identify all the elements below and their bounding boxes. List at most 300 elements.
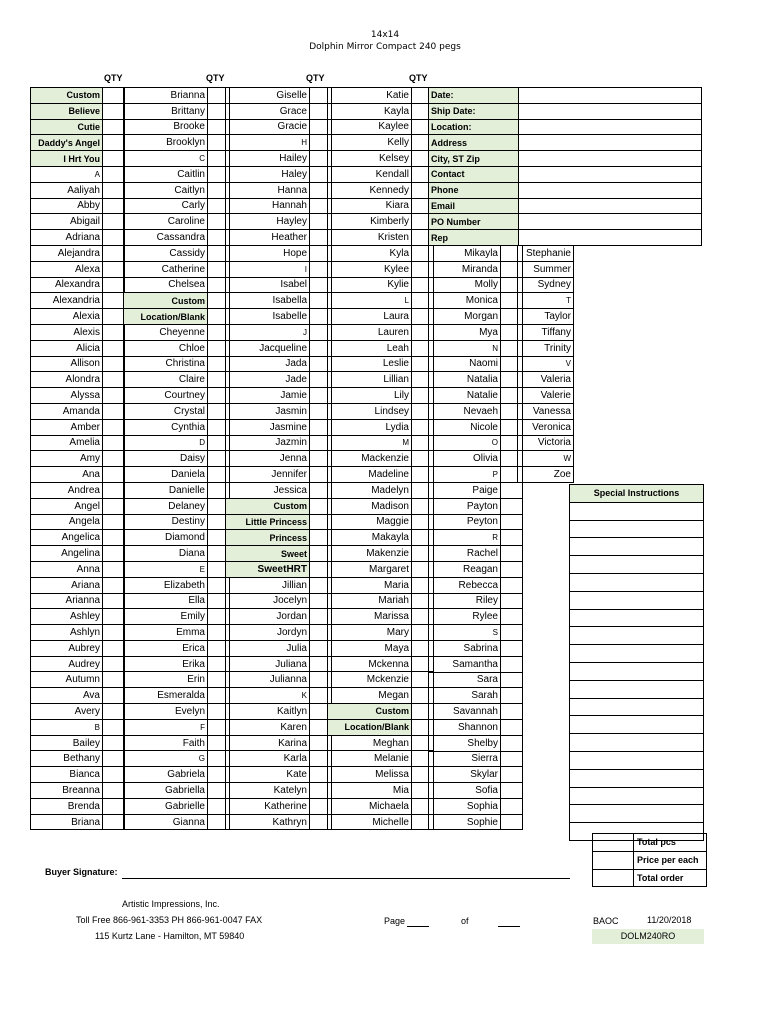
qty-cell[interactable] bbox=[103, 498, 125, 514]
name-cell: Gabriela bbox=[124, 767, 208, 783]
table-row bbox=[328, 688, 434, 704]
table-row bbox=[328, 340, 434, 356]
info-value-field[interactable] bbox=[519, 230, 702, 246]
table-row bbox=[429, 230, 702, 246]
table-row bbox=[429, 166, 702, 182]
name-cell: Sabrina bbox=[429, 640, 501, 656]
table-row bbox=[328, 88, 434, 104]
table-row bbox=[328, 214, 434, 230]
letter-divider: A bbox=[31, 166, 103, 182]
name-cell: Cheyenne bbox=[124, 324, 208, 340]
name-cell: Daniela bbox=[124, 467, 208, 483]
name-cell: Stephanie bbox=[518, 246, 574, 262]
table-row bbox=[31, 151, 125, 167]
qty-cell[interactable] bbox=[103, 151, 125, 167]
table-row bbox=[429, 119, 702, 135]
qty-cell[interactable] bbox=[501, 577, 523, 593]
info-value-field[interactable] bbox=[519, 103, 702, 119]
name-cell: Makenzie bbox=[328, 546, 412, 562]
table-row bbox=[570, 556, 704, 574]
name-cell: Michelle bbox=[328, 814, 412, 830]
name-cell: Rachel bbox=[429, 546, 501, 562]
table-row bbox=[31, 498, 125, 514]
qty-cell[interactable] bbox=[103, 356, 125, 372]
qty-cell[interactable] bbox=[103, 672, 125, 688]
name-cell: Jocelyn bbox=[226, 593, 310, 609]
name-cell: Mia bbox=[328, 783, 412, 799]
table-row bbox=[226, 719, 332, 735]
name-cell: Jasmin bbox=[226, 403, 310, 419]
name-cell: Melanie bbox=[328, 751, 412, 767]
info-value-field[interactable] bbox=[519, 135, 702, 151]
table-row bbox=[429, 767, 523, 783]
qty-cell[interactable] bbox=[103, 372, 125, 388]
qty-cell[interactable] bbox=[103, 103, 125, 119]
qty-cell[interactable] bbox=[501, 514, 523, 530]
qty-cell[interactable] bbox=[103, 798, 125, 814]
qty-cell[interactable] bbox=[103, 245, 125, 261]
qty-cell[interactable] bbox=[501, 498, 523, 514]
qty-cell[interactable] bbox=[501, 561, 523, 577]
qty-cell[interactable] bbox=[501, 546, 523, 562]
name-cell: Kathryn bbox=[226, 814, 310, 830]
special-instructions-line[interactable] bbox=[570, 627, 704, 645]
table-row bbox=[124, 751, 230, 767]
qty-header: QTY bbox=[104, 73, 123, 83]
name-cell: I Hrt You bbox=[31, 151, 103, 167]
qty-cell[interactable] bbox=[501, 656, 523, 672]
name-cell: Kyla bbox=[328, 245, 412, 261]
special-instructions-line[interactable] bbox=[570, 591, 704, 609]
table-row bbox=[226, 451, 332, 467]
total-value-field[interactable] bbox=[593, 851, 634, 869]
table-row bbox=[124, 672, 230, 688]
qty-cell[interactable] bbox=[103, 640, 125, 656]
info-value-field[interactable] bbox=[519, 166, 702, 182]
table-row bbox=[124, 324, 230, 340]
doc-subtitle: Dolphin Mirror Compact 240 pegs bbox=[309, 42, 461, 52]
table-row bbox=[31, 482, 125, 498]
table-row bbox=[226, 656, 332, 672]
info-value-field[interactable] bbox=[519, 214, 702, 230]
name-cell: Mackenzie bbox=[328, 451, 412, 467]
name-cell: Madeline bbox=[328, 467, 412, 483]
baoc-label: BAOC bbox=[593, 916, 619, 926]
qty-cell[interactable] bbox=[501, 530, 523, 546]
table-row bbox=[124, 198, 230, 214]
name-cell: Isabel bbox=[226, 277, 310, 293]
name-cell: Autumn bbox=[31, 672, 103, 688]
table-row bbox=[124, 135, 230, 151]
name-cell: Sophie bbox=[429, 814, 501, 830]
table-row bbox=[570, 716, 704, 734]
table-row bbox=[124, 625, 230, 641]
qty-cell[interactable] bbox=[103, 435, 125, 451]
special-instructions-line[interactable] bbox=[570, 520, 704, 538]
page-total-line[interactable] bbox=[498, 926, 520, 927]
qty-cell[interactable] bbox=[103, 340, 125, 356]
table-row bbox=[226, 688, 332, 704]
qty-header: QTY bbox=[409, 73, 428, 83]
table-row bbox=[226, 577, 332, 593]
qty-cell[interactable] bbox=[103, 735, 125, 751]
qty-cell[interactable] bbox=[103, 88, 125, 104]
table-row bbox=[124, 498, 230, 514]
page-number-line[interactable] bbox=[407, 926, 429, 927]
special-instructions-line[interactable] bbox=[570, 573, 704, 591]
name-cell: Esmeralda bbox=[124, 688, 208, 704]
table-row bbox=[429, 498, 523, 514]
qty-header: QTY bbox=[206, 73, 225, 83]
name-cell: SweetHRT bbox=[226, 561, 310, 577]
table-row bbox=[226, 704, 332, 720]
table-row bbox=[328, 451, 434, 467]
table-row bbox=[31, 672, 125, 688]
table-row bbox=[429, 246, 523, 262]
name-cell: Karla bbox=[226, 751, 310, 767]
qty-cell[interactable] bbox=[103, 514, 125, 530]
table-row bbox=[328, 182, 434, 198]
table-row bbox=[429, 372, 523, 388]
table-row bbox=[429, 593, 523, 609]
name-cell: Location/Blank bbox=[124, 309, 208, 325]
qty-cell[interactable] bbox=[103, 719, 125, 735]
special-instructions-line[interactable] bbox=[570, 769, 704, 787]
name-cell: Sierra bbox=[429, 751, 501, 767]
table-row bbox=[328, 356, 434, 372]
name-cell: Kennedy bbox=[328, 182, 412, 198]
name-cell: Ella bbox=[124, 593, 208, 609]
qty-cell[interactable] bbox=[103, 451, 125, 467]
table-row bbox=[31, 324, 125, 340]
table-row bbox=[31, 577, 125, 593]
name-cell: Morgan bbox=[429, 309, 501, 325]
qty-cell[interactable] bbox=[103, 261, 125, 277]
qty-cell[interactable] bbox=[103, 609, 125, 625]
name-cell: Madelyn bbox=[328, 482, 412, 498]
name-cell: Jordyn bbox=[226, 625, 310, 641]
name-cell: Monica bbox=[429, 293, 501, 309]
name-cell: Jenna bbox=[226, 451, 310, 467]
info-value-field[interactable] bbox=[519, 198, 702, 214]
table-row bbox=[124, 419, 230, 435]
table-row bbox=[429, 561, 523, 577]
qty-cell[interactable] bbox=[103, 546, 125, 562]
name-cell: Ariana bbox=[31, 577, 103, 593]
table-row bbox=[124, 214, 230, 230]
table-row bbox=[429, 277, 523, 293]
name-cell: Nevaeh bbox=[429, 403, 501, 419]
qty-cell[interactable] bbox=[501, 688, 523, 704]
table-row bbox=[31, 546, 125, 562]
info-value-field[interactable] bbox=[519, 88, 702, 104]
qty-cell[interactable] bbox=[501, 609, 523, 625]
name-cell: Katherine bbox=[226, 798, 310, 814]
name-cell: Miranda bbox=[429, 261, 501, 277]
table-row bbox=[328, 372, 434, 388]
name-cell: Skylar bbox=[429, 767, 501, 783]
special-instructions-line[interactable] bbox=[570, 556, 704, 574]
name-column-5 bbox=[428, 245, 523, 830]
name-cell: Mary bbox=[328, 625, 412, 641]
name-cell: Mya bbox=[429, 324, 501, 340]
qty-cell[interactable] bbox=[103, 419, 125, 435]
name-cell: Cassandra bbox=[124, 230, 208, 246]
table-row bbox=[328, 467, 434, 483]
total-value-field[interactable] bbox=[593, 834, 634, 852]
table-row bbox=[31, 767, 125, 783]
special-instructions-line[interactable] bbox=[570, 680, 704, 698]
qty-cell[interactable] bbox=[103, 403, 125, 419]
table-row bbox=[124, 767, 230, 783]
qty-cell[interactable] bbox=[103, 293, 125, 309]
qty-cell[interactable] bbox=[501, 704, 523, 720]
name-cell: Kate bbox=[226, 767, 310, 783]
name-cell: Makayla bbox=[328, 530, 412, 546]
name-cell: Hanna bbox=[226, 182, 310, 198]
name-cell: Jazmin bbox=[226, 435, 310, 451]
special-instructions-line[interactable] bbox=[570, 645, 704, 663]
table-row bbox=[518, 388, 574, 404]
name-cell: Jordan bbox=[226, 609, 310, 625]
qty-cell[interactable] bbox=[501, 482, 523, 498]
special-instructions-line[interactable] bbox=[570, 805, 704, 823]
table-row bbox=[429, 814, 523, 830]
table-row bbox=[518, 340, 574, 356]
qty-cell[interactable] bbox=[103, 530, 125, 546]
name-cell: Danielle bbox=[124, 482, 208, 498]
table-row bbox=[429, 182, 702, 198]
name-cell: Hope bbox=[226, 245, 310, 261]
qty-cell[interactable] bbox=[501, 735, 523, 751]
name-cell: Lily bbox=[328, 388, 412, 404]
table-row bbox=[124, 482, 230, 498]
special-instructions-line[interactable] bbox=[570, 609, 704, 627]
qty-cell[interactable] bbox=[501, 640, 523, 656]
special-instructions-line[interactable] bbox=[570, 787, 704, 805]
special-instructions-line[interactable] bbox=[570, 662, 704, 680]
info-value-field[interactable] bbox=[519, 151, 702, 167]
table-row bbox=[328, 704, 434, 720]
qty-cell[interactable] bbox=[103, 324, 125, 340]
table-row bbox=[124, 356, 230, 372]
name-cell: Naomi bbox=[429, 356, 501, 372]
qty-cell[interactable] bbox=[501, 719, 523, 735]
special-instructions-line[interactable] bbox=[570, 751, 704, 769]
qty-cell[interactable] bbox=[103, 309, 125, 325]
table-row bbox=[570, 520, 704, 538]
name-cell: Sara bbox=[429, 672, 501, 688]
qty-cell[interactable] bbox=[103, 467, 125, 483]
name-cell: Elizabeth bbox=[124, 577, 208, 593]
table-row bbox=[31, 230, 125, 246]
table-row bbox=[518, 356, 574, 372]
qty-cell[interactable] bbox=[103, 783, 125, 799]
letter-divider: M bbox=[328, 435, 412, 451]
name-cell: Kelsey bbox=[328, 151, 412, 167]
table-row bbox=[124, 435, 230, 451]
name-cell: Daisy bbox=[124, 451, 208, 467]
info-label: Ship Date: bbox=[429, 103, 519, 119]
name-cell: Anna bbox=[31, 561, 103, 577]
name-cell: Evelyn bbox=[124, 704, 208, 720]
letter-divider: W bbox=[518, 451, 574, 467]
qty-cell[interactable] bbox=[103, 704, 125, 720]
table-row bbox=[570, 787, 704, 805]
name-cell: Jade bbox=[226, 372, 310, 388]
qty-cell[interactable] bbox=[501, 593, 523, 609]
qty-cell[interactable] bbox=[103, 388, 125, 404]
qty-cell[interactable] bbox=[501, 672, 523, 688]
name-cell: Summer bbox=[518, 261, 574, 277]
name-column-4 bbox=[327, 87, 434, 830]
qty-cell[interactable] bbox=[103, 577, 125, 593]
qty-cell[interactable] bbox=[103, 230, 125, 246]
name-cell: Rebecca bbox=[429, 577, 501, 593]
name-cell: Alexis bbox=[31, 324, 103, 340]
name-cell: Zoe bbox=[518, 467, 574, 483]
special-instructions-line[interactable] bbox=[570, 716, 704, 734]
table-row bbox=[226, 814, 332, 830]
table-row bbox=[518, 451, 574, 467]
doc-date: 11/20/2018 bbox=[647, 915, 692, 925]
name-cell: Delaney bbox=[124, 498, 208, 514]
name-cell: Meghan bbox=[328, 735, 412, 751]
qty-cell[interactable] bbox=[103, 214, 125, 230]
name-cell: Kelly bbox=[328, 135, 412, 151]
table-row bbox=[328, 388, 434, 404]
name-cell: Mikayla bbox=[429, 246, 501, 262]
table-row bbox=[226, 640, 332, 656]
qty-cell[interactable] bbox=[103, 482, 125, 498]
table-row bbox=[31, 593, 125, 609]
letter-divider: K bbox=[226, 688, 310, 704]
qty-cell[interactable] bbox=[103, 182, 125, 198]
table-row bbox=[226, 467, 332, 483]
info-label: Contact bbox=[429, 166, 519, 182]
qty-cell[interactable] bbox=[103, 277, 125, 293]
total-value-field[interactable] bbox=[593, 869, 634, 887]
name-cell: Karina bbox=[226, 735, 310, 751]
table-row bbox=[31, 609, 125, 625]
qty-cell[interactable] bbox=[103, 198, 125, 214]
table-row bbox=[570, 698, 704, 716]
name-cell: Ava bbox=[31, 688, 103, 704]
table-row bbox=[429, 309, 523, 325]
name-cell: Payton bbox=[429, 498, 501, 514]
qty-cell[interactable] bbox=[501, 751, 523, 767]
info-value-field[interactable] bbox=[519, 182, 702, 198]
total-label: Total order bbox=[634, 869, 707, 887]
table-row bbox=[124, 103, 230, 119]
table-row bbox=[328, 640, 434, 656]
table-row bbox=[31, 388, 125, 404]
table-row bbox=[226, 751, 332, 767]
table-row bbox=[570, 573, 704, 591]
qty-cell[interactable] bbox=[501, 625, 523, 641]
info-label: Rep bbox=[429, 230, 519, 246]
qty-cell[interactable] bbox=[103, 625, 125, 641]
name-cell: Erika bbox=[124, 656, 208, 672]
name-cell: Brianna bbox=[124, 88, 208, 104]
special-instructions-line[interactable] bbox=[570, 502, 704, 520]
table-row bbox=[31, 277, 125, 293]
table-row bbox=[226, 135, 332, 151]
name-cell: Hayley bbox=[226, 214, 310, 230]
qty-cell[interactable] bbox=[501, 798, 523, 814]
qty-cell[interactable] bbox=[103, 814, 125, 830]
letter-divider: V bbox=[518, 356, 574, 372]
qty-cell[interactable] bbox=[103, 688, 125, 704]
qty-cell[interactable] bbox=[501, 783, 523, 799]
qty-cell[interactable] bbox=[103, 593, 125, 609]
letter-divider: J bbox=[226, 324, 310, 340]
name-cell: Paige bbox=[429, 482, 501, 498]
name-cell: Giselle bbox=[226, 88, 310, 104]
table-row bbox=[429, 609, 523, 625]
table-row bbox=[124, 119, 230, 135]
name-cell: Mariah bbox=[328, 593, 412, 609]
info-label: Location: bbox=[429, 119, 519, 135]
letter-divider: T bbox=[518, 293, 574, 309]
table-row bbox=[226, 482, 332, 498]
of-label: of bbox=[461, 916, 469, 926]
table-row bbox=[429, 435, 523, 451]
name-cell: Abby bbox=[31, 198, 103, 214]
qty-cell[interactable] bbox=[103, 767, 125, 783]
table-row bbox=[124, 640, 230, 656]
name-cell: Crystal bbox=[124, 403, 208, 419]
name-cell: Leslie bbox=[328, 356, 412, 372]
table-row bbox=[31, 403, 125, 419]
qty-cell[interactable] bbox=[103, 166, 125, 182]
signature-line[interactable] bbox=[122, 878, 570, 879]
qty-cell[interactable] bbox=[103, 751, 125, 767]
name-cell: Alejandra bbox=[31, 245, 103, 261]
special-instructions-line[interactable] bbox=[570, 698, 704, 716]
table-row bbox=[226, 735, 332, 751]
qty-cell[interactable] bbox=[103, 119, 125, 135]
name-cell: Trinity bbox=[518, 340, 574, 356]
special-instructions-line[interactable] bbox=[570, 734, 704, 752]
name-cell: Isabelle bbox=[226, 309, 310, 325]
table-row bbox=[226, 103, 332, 119]
table-row bbox=[226, 245, 332, 261]
name-cell: Molly bbox=[429, 277, 501, 293]
qty-cell[interactable] bbox=[103, 656, 125, 672]
name-cell: Ana bbox=[31, 467, 103, 483]
table-row bbox=[226, 182, 332, 198]
name-cell: Emily bbox=[124, 609, 208, 625]
info-value-field[interactable] bbox=[519, 119, 702, 135]
qty-cell[interactable] bbox=[501, 814, 523, 830]
special-instructions-line[interactable] bbox=[570, 538, 704, 556]
table-row bbox=[31, 245, 125, 261]
table-row bbox=[124, 704, 230, 720]
table-row bbox=[226, 561, 332, 577]
qty-cell[interactable] bbox=[501, 767, 523, 783]
table-row bbox=[31, 103, 125, 119]
table-row bbox=[518, 324, 574, 340]
qty-cell[interactable] bbox=[103, 561, 125, 577]
info-label: Date: bbox=[429, 88, 519, 104]
table-row bbox=[518, 293, 574, 309]
letter-divider: D bbox=[124, 435, 208, 451]
table-row bbox=[124, 230, 230, 246]
table-row bbox=[570, 662, 704, 680]
qty-cell[interactable] bbox=[103, 135, 125, 151]
table-row bbox=[124, 340, 230, 356]
